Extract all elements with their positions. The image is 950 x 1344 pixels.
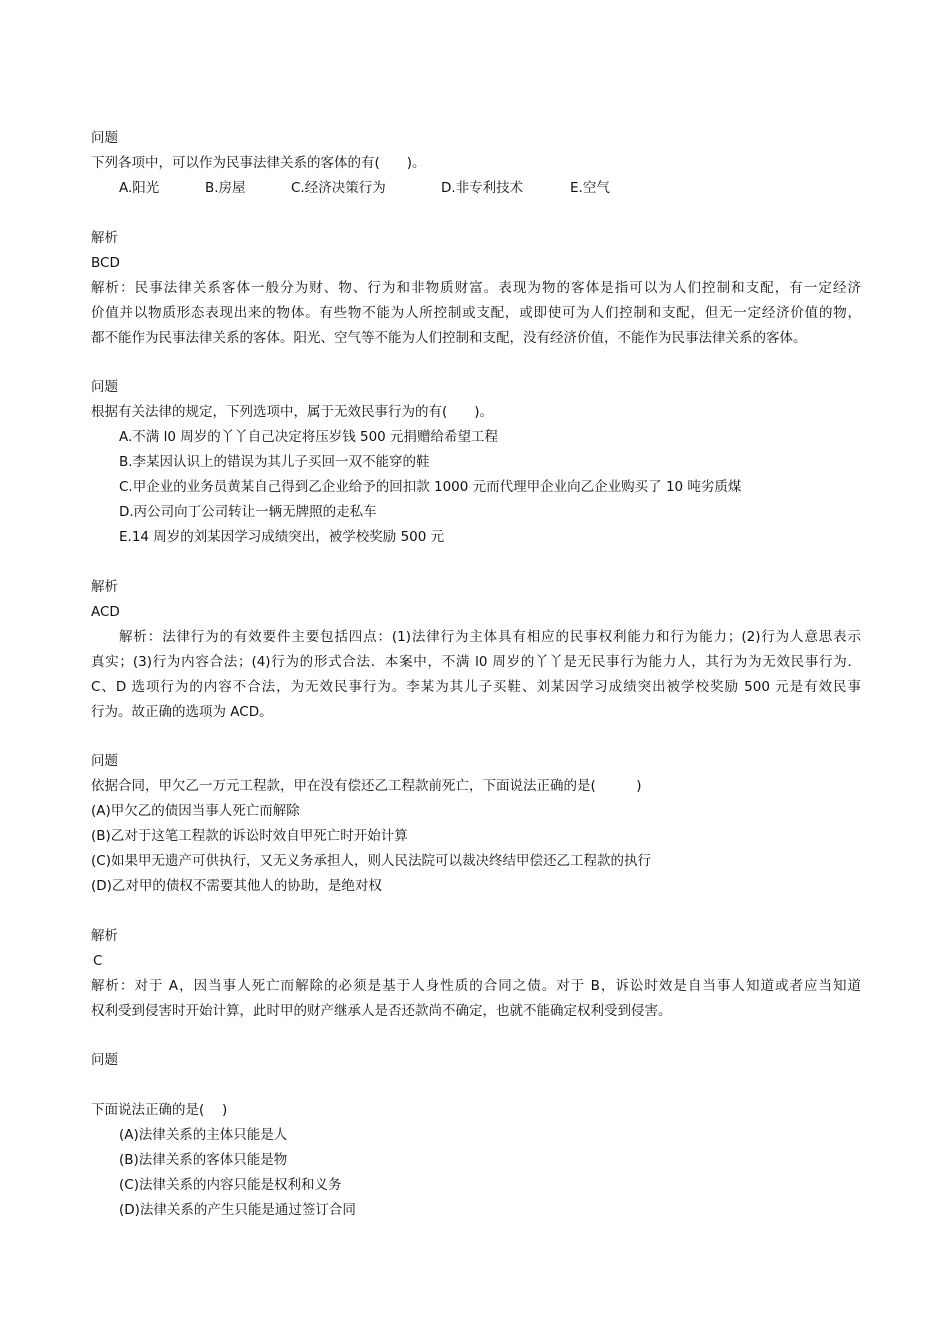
answer-key: BCD: [91, 255, 120, 271]
option-b: (B)法律关系的客体只能是物: [119, 1152, 288, 1168]
question-text: 依据合同，甲欠乙一万元工程款，甲在没有偿还乙工程款前死亡，下面说法正确的是( ): [91, 778, 642, 794]
option-d: D.丙公司向丁公司转让一辆无牌照的走私车: [119, 504, 377, 520]
question-heading: 问题: [91, 379, 118, 395]
question-text: 下面说法正确的是( ): [91, 1102, 228, 1118]
analysis-line: 真实；(3)行为内容合法；(4)行为的形式合法．本案中，不满 l0 周岁的丫丫是无民事行为能力人，其行为为无效民事行为．: [91, 654, 861, 670]
option-b: (B)乙对于这笔工程款的诉讼时效自甲死亡时开始计算: [91, 828, 408, 844]
analysis-heading: 解析: [91, 579, 118, 595]
option-row: [119, 176, 610, 201]
option-c: (C)如果甲无遗产可供执行，又无义务承担人，则人民法院可以裁决终结甲偿还乙工程款的执行: [91, 853, 651, 869]
analysis-line: C、D 选项行为的内容不合法，为无效民事行为。李某为其儿子买鞋、刘某因学习成绩突出被学校奖励 500 元是有效民事: [91, 679, 861, 695]
option-d: (D)乙对甲的债权不需要其他人的协助，是绝对权: [91, 878, 382, 894]
option-a: (A)甲欠乙的债因当事人死亡而解除: [91, 803, 300, 819]
analysis-heading: 解析: [91, 928, 118, 944]
analysis-line: 行为。故正确的选项为 ACD。: [91, 704, 273, 720]
option-d: (D)法律关系的产生只能是通过签订合同: [119, 1202, 356, 1218]
answer-key: ACD: [91, 604, 120, 620]
analysis-line: 价值并以物质形态表现出来的物体。有些物不能为人所控制或支配，或即使可为人们控制和支配，但无一定经济价值的物，: [91, 305, 861, 321]
analysis-line: 解析：法律行为的有效要件主要包括四点：(1)法律行为主体具有相应的民事权利能力和行为能力；(2)行为人意思表示: [119, 629, 861, 645]
option-e: E.空气: [570, 180, 610, 196]
question-heading: 问题: [91, 130, 118, 146]
option-a: A.不满 l0 周岁的丫丫自己决定将压岁钱 500 元捐赠给希望工程: [119, 429, 499, 445]
analysis-line: 权利受到侵害时开始计算，此时甲的财产继承人是否还款尚不确定，也就不能确定权利受到侵害。: [91, 1003, 672, 1019]
option-d: D.非专利技术: [441, 180, 524, 196]
option-b: B.房屋: [205, 180, 246, 196]
question-heading: 问题: [91, 1052, 118, 1068]
option-c: C.经济决策行为: [291, 180, 386, 196]
option-b: B.李某因认识上的错误为其儿子买回一双不能穿的鞋: [119, 454, 430, 470]
option-c: (C)法律关系的内容只能是权利和义务: [119, 1177, 342, 1193]
analysis-heading: 解析: [91, 230, 118, 246]
answer-key: C: [93, 953, 103, 969]
analysis-line: 解析：对于 A，因当事人死亡而解除的必须是基于人身性质的合同之债。对于 B，诉讼时效是自当事人知道或者应当知道: [91, 978, 861, 994]
analysis-line: 都不能作为民事法律关系的客体。阳光、空气等不能为人们控制和支配，没有经济价值，不能作为民事法律关系的客体。: [91, 330, 807, 346]
option-a: A.阳光: [119, 180, 160, 196]
analysis-line: 解析：民事法律关系客体一般分为财、物、行为和非物质财富。表现为物的客体是指可以为人们控制和支配，有一定经济: [91, 280, 861, 296]
option-c: C.甲企业的业务员黄某自己得到乙企业给予的回扣款 1000 元而代理甲企业向乙企业购买了 10 吨劣质煤: [119, 479, 742, 495]
option-e: E.14 周岁的刘某因学习成绩突出，被学校奖励 500 元: [119, 529, 445, 545]
option-a: (A)法律关系的主体只能是人: [119, 1127, 288, 1143]
question-text: 下列各项中，可以作为民事法律关系的客体的有( )。: [91, 155, 426, 171]
question-heading: 问题: [91, 753, 118, 769]
question-text: 根据有关法律的规定，下列选项中，属于无效民事行为的有( )。: [91, 404, 494, 420]
